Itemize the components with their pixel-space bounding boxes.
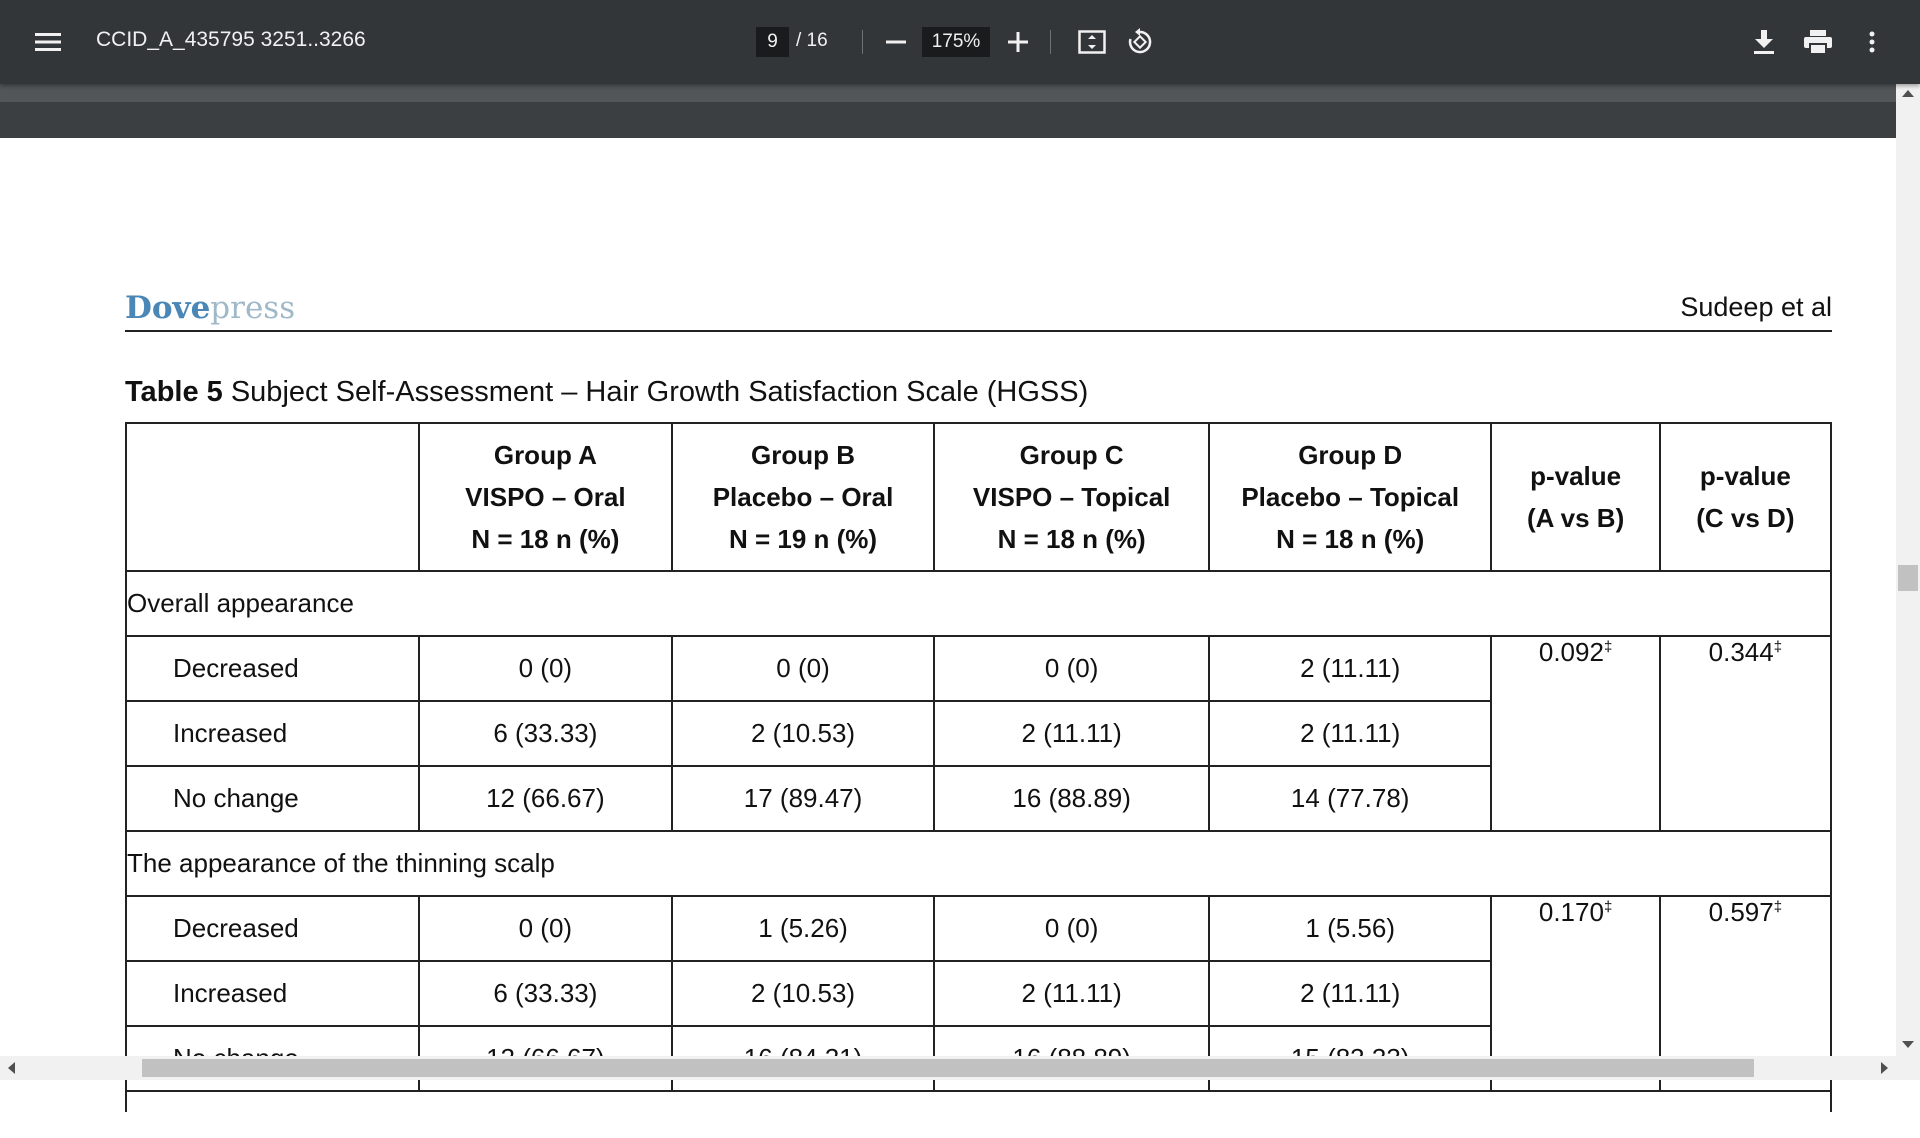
header-empty: [126, 423, 419, 571]
row-label: No change: [126, 766, 419, 831]
print-icon[interactable]: [1798, 22, 1838, 62]
section-row: [126, 571, 1831, 636]
more-vert-icon[interactable]: [1852, 22, 1892, 62]
cell-d: 2 (11.11): [1209, 636, 1492, 701]
download-icon[interactable]: [1744, 22, 1784, 62]
cell-a: 6 (33.33): [419, 961, 672, 1026]
row-label: Increased: [126, 701, 419, 766]
p-value-ab: 0.170‡: [1491, 896, 1659, 1091]
header-group-d: Group D Placebo – Topical N = 18 n (%): [1209, 423, 1492, 571]
row-label: Decreased: [126, 896, 419, 961]
section-row: [126, 831, 1831, 896]
header-rule: [125, 330, 1832, 332]
p-value-cd: 0.597‡: [1660, 896, 1831, 1091]
menu-icon[interactable]: [26, 20, 70, 64]
p-value-cd: 0.344‡: [1660, 636, 1831, 831]
pdf-viewport[interactable]: [0, 84, 1896, 1056]
cell-c: 0 (0): [934, 636, 1209, 701]
cell-d: 2 (11.11): [1209, 701, 1492, 766]
table-header-row: [126, 423, 1831, 571]
header-group-a: Group A VISPO – Oral N = 18 n (%): [419, 423, 672, 571]
table-caption: Table 5 Subject Self-Assessment – Hair Growth Satisfaction Scale (HGSS): [125, 376, 1089, 408]
cell-b: 17 (89.47): [672, 766, 935, 831]
header-group-c: Group C VISPO – Topical N = 18 n (%): [934, 423, 1209, 571]
pdf-page: [0, 138, 1896, 1138]
cell-c: 2 (11.11): [934, 701, 1209, 766]
horizontal-scroll-thumb[interactable]: [142, 1059, 1754, 1077]
cell-b: 1 (5.26): [672, 896, 935, 961]
rotate-icon[interactable]: [1120, 22, 1160, 62]
cell-b: 2 (10.53): [672, 701, 935, 766]
p-value-ab: 0.092‡: [1491, 636, 1659, 831]
pdf-toolbar: [0, 0, 1920, 84]
page-total: / 16: [796, 30, 828, 51]
toolbar-divider: [1050, 30, 1051, 54]
section-title: Overall appearance: [126, 571, 1831, 636]
zoom-in-icon[interactable]: [998, 22, 1038, 62]
table-row: [126, 636, 1831, 701]
cell-c: 2 (11.11): [934, 961, 1209, 1026]
header-p-ab: p-value (A vs B): [1491, 423, 1659, 571]
scroll-up-arrow-icon[interactable]: [1902, 90, 1914, 97]
zoom-out-icon[interactable]: [876, 22, 916, 62]
page-number-input[interactable]: 9: [756, 27, 789, 57]
scroll-right-arrow-icon[interactable]: [1881, 1062, 1888, 1074]
cell-a: 0 (0): [419, 896, 672, 961]
cell-d: 14 (77.78): [1209, 766, 1492, 831]
vertical-scroll-thumb[interactable]: [1898, 565, 1918, 591]
header-group-b: Group B Placebo – Oral N = 19 n (%): [672, 423, 935, 571]
cell-a: 12 (66.67): [419, 766, 672, 831]
toolbar-divider: [862, 30, 863, 54]
table-row-partial: [126, 1091, 1831, 1112]
cell-c: 0 (0): [934, 896, 1209, 961]
publisher-logo: Dovepress: [125, 290, 296, 326]
scroll-left-arrow-icon[interactable]: [8, 1062, 15, 1074]
row-label: Decreased: [126, 636, 419, 701]
cell-a: 0 (0): [419, 636, 672, 701]
cell-b: 2 (10.53): [672, 961, 935, 1026]
section-title: The appearance of the thinning scalp: [126, 831, 1831, 896]
fit-page-icon[interactable]: [1072, 22, 1112, 62]
row-label: Increased: [126, 961, 419, 1026]
running-head-authors: Sudeep et al: [1680, 292, 1832, 322]
cell-d: 1 (5.56): [1209, 896, 1492, 961]
previous-page-edge: [0, 102, 1896, 142]
header-p-cd: p-value (C vs D): [1660, 423, 1831, 571]
document-title: CCID_A_435795 3251..3266: [96, 28, 366, 51]
table-row: [126, 896, 1831, 961]
scroll-down-arrow-icon[interactable]: [1902, 1041, 1914, 1048]
cell-b: 0 (0): [672, 636, 935, 701]
cell-a: 6 (33.33): [419, 701, 672, 766]
hgss-table: [125, 422, 1832, 1112]
zoom-level-input[interactable]: 175%: [922, 27, 990, 57]
cell-c: 16 (88.89): [934, 766, 1209, 831]
cell-d: 2 (11.11): [1209, 961, 1492, 1026]
